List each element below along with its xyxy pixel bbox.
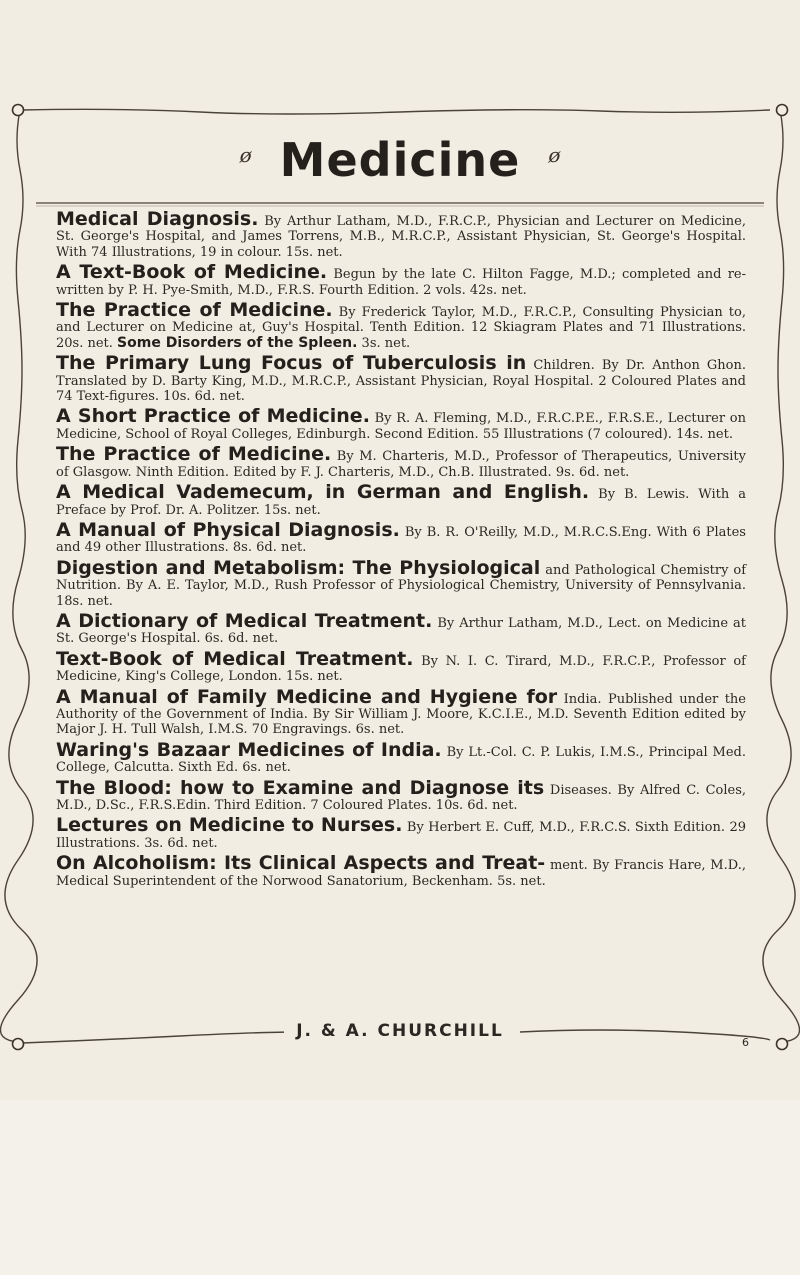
book-title: A Medical Vademecum, in German and English. bbox=[56, 481, 590, 504]
ornament-right: ø bbox=[548, 143, 561, 167]
page-title: Medicine bbox=[279, 133, 521, 187]
book-entry bbox=[56, 738, 747, 776]
book-entry bbox=[56, 852, 746, 889]
book-entry bbox=[56, 481, 746, 518]
book-entry bbox=[56, 647, 746, 685]
book-details: By N. I. C. Tirard, M.D., F.R.C.P., Professor of Medicine, King's College, London. 15s. net. bbox=[56, 653, 746, 685]
book-title: The Blood: how to Examine and Diagnose its bbox=[56, 776, 545, 799]
book-title: A Text-Book of Medicine. bbox=[56, 261, 328, 284]
book-details: and Pathological Chemistry of Nutrition. By A. E. Taylor, M.D., Rush Professor of Physiological Chemistry, University of Pennsylvania. 18s. net. bbox=[56, 562, 747, 609]
book-entry bbox=[56, 685, 746, 738]
book-details: By Arthur Latham, M.D., F.R.C.P., Physician and Lecturer on Medicine, St. George's Hospital, and James Torrens, M.B., M.R.C.P., Assistant Physician, St. George's Hospital. With 74 Illustrations, 19 in colour. 15s. net. bbox=[56, 214, 747, 260]
book-details: By B. Lewis. With a Preface by Prof. Dr. A. Politzer. 15s. net. bbox=[56, 487, 746, 518]
book-entry bbox=[56, 443, 746, 480]
book-title: Text-Book of Medical Treatment. bbox=[56, 647, 414, 670]
book-entry bbox=[56, 814, 746, 851]
book-details: ment. By Francis Hare, M.D., Medical Superintendent of the Norwood Sanatorium, Beckenham. 5s. net. bbox=[56, 858, 746, 889]
book-title: The Practice of Medicine. bbox=[56, 299, 333, 322]
book-entry bbox=[56, 776, 747, 814]
book-title: A Manual of Physical Diagnosis. bbox=[56, 518, 400, 541]
book-list bbox=[56, 208, 747, 894]
book-details: India. Published under the Authority of the Government of India. By Sir William J. Moore, K.C.I.E., M.D. Seventh Edition edited by Major J. H. Tull Walsh, I.M.S. 70 Engravings. 6s. net. bbox=[56, 691, 746, 738]
book-entry bbox=[56, 352, 746, 405]
book-details: By M. Charteris, M.D., Professor of Therapeutics, University of Glasgow. Ninth Edition. Edited by F. J. Charteris, M.D., Ch.B. Illustrated. 9s. 6d. net. bbox=[56, 449, 746, 480]
page-number: 6 bbox=[742, 1036, 749, 1049]
book-subtitle: Some Disorders of the Spleen. bbox=[117, 334, 358, 351]
book-details: Begun by the late C. Hilton Fagge, M.D.; completed and re-written by P. H. Pye-Smith, M.D., F.R.S. Fourth Edition. 2 vols. 42s. net. bbox=[56, 267, 746, 298]
publisher-name: J. & A. CHURCHILL bbox=[284, 1021, 516, 1041]
book-entry bbox=[56, 556, 747, 609]
book-title: Lectures on Medicine to Nurses. bbox=[56, 814, 403, 837]
book-details: By Frederick Taylor, M.D., F.R.C.P., Consulting Physician to, and Lecturer on Medicine at, Guy's Hospital. Tenth Edition. 12 Skiagram Plates and 71 Illustrations. 20s. net. bbox=[56, 305, 746, 351]
book-title: Digestion and Metabolism: The Physiological bbox=[56, 556, 541, 579]
book-details: Children. By Dr. Anthon Ghon. Translated by D. Barty King, M.D., M.R.C.P., Assistant Physician, Royal Hospital. 2 Coloured Plates and 74 Text-figures. 10s. 6d. net. bbox=[56, 358, 746, 405]
book-title: On Alcoholism: Its Clinical Aspects and Treat- bbox=[56, 852, 546, 875]
book-entry bbox=[56, 405, 746, 442]
book-details: By B. R. O'Reilly, M.D., M.R.C.S.Eng. With 6 Plates and 49 other Illustrations. 8s. 6d. net. bbox=[56, 524, 746, 556]
book-title: The Practice of Medicine. bbox=[56, 443, 332, 466]
book-details: By Arthur Latham, M.D., Lect. on Medicine at St. George's Hospital. 6s. 6d. net. bbox=[56, 615, 747, 647]
book-title: The Primary Lung Focus of Tuberculosis in bbox=[56, 352, 527, 375]
book-details: By R. A. Fleming, M.D., F.R.C.P.E., F.R.S.E., Lecturer on Medicine, School of Royal Colleges, Edinburgh. Second Edition. 55 Illustrations (7 coloured). 14s. net. bbox=[56, 411, 746, 442]
book-title: A Dictionary of Medical Treatment. bbox=[56, 609, 433, 632]
ornament-left: ø bbox=[239, 143, 252, 167]
book-entry bbox=[56, 261, 746, 298]
book-entry bbox=[56, 299, 746, 351]
book-title: Waring's Bazaar Medicines of India. bbox=[56, 738, 442, 761]
book-entry bbox=[56, 609, 747, 647]
page-footer bbox=[40, 1018, 760, 1044]
book-details: By Herbert E. Cuff, M.D., F.R.C.S. Sixth Edition. 29 Illustrations. 3s. 6d. net. bbox=[56, 820, 746, 851]
book-title: A Short Practice of Medicine. bbox=[56, 405, 370, 428]
book-entry bbox=[56, 208, 747, 260]
page-header bbox=[40, 120, 760, 200]
book-price: 3s. net. bbox=[361, 335, 411, 351]
book-details: Diseases. By Alfred C. Coles, M.D., D.Sc., F.R.S.Edin. Third Edition. 7 Coloured Plates. 10s. 6d. net. bbox=[56, 782, 747, 813]
book-details: By Lt.-Col. C. P. Lukis, I.M.S., Principal Med. College, Calcutta. Sixth Ed. 6s. net. bbox=[56, 744, 747, 776]
book-title: Medical Diagnosis. bbox=[56, 208, 259, 230]
book-entry bbox=[56, 518, 746, 556]
book-title: A Manual of Family Medicine and Hygiene for bbox=[56, 685, 558, 708]
